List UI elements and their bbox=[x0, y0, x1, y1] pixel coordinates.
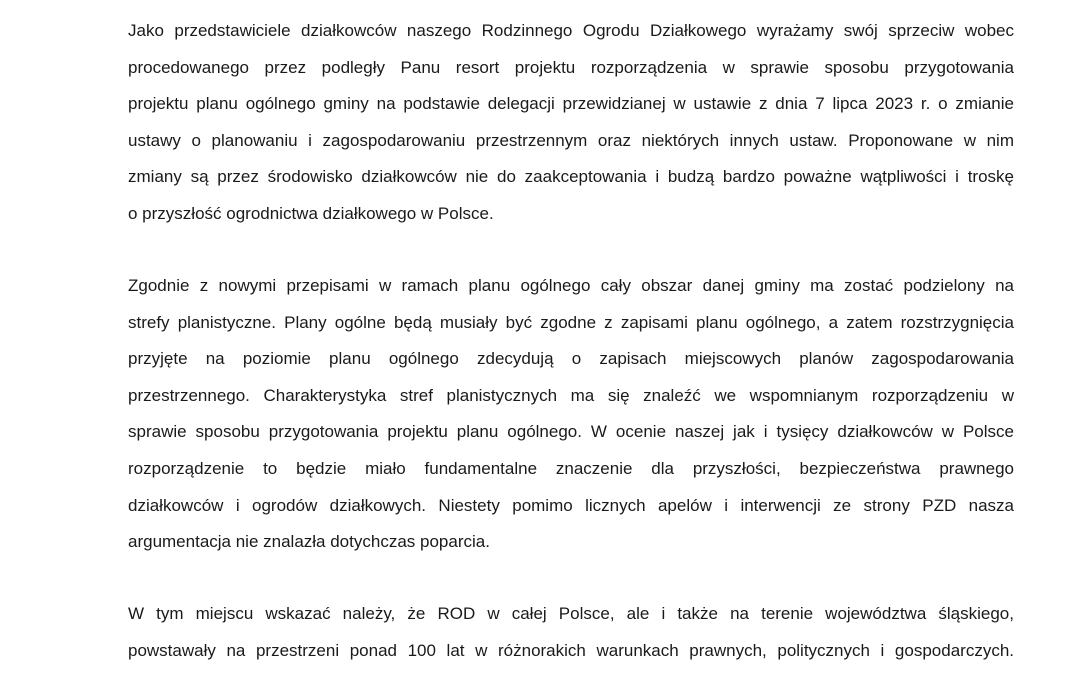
paragraph-2 bbox=[128, 268, 1014, 561]
paragraph-1 bbox=[128, 13, 1014, 233]
paragraph-line: o przyszłość ogrodnictwa działkowego w Polsce. bbox=[128, 203, 494, 223]
paragraph-3 bbox=[128, 596, 1014, 669]
paragraph-line: powstawały na przestrzeni ponad 100 lat w różnorakich warunkach prawnych, politycznych i gospodarczych. bbox=[128, 640, 1014, 660]
paragraph-line: sprawie sposobu przygotowania projektu planu ogólnego. W ocenie naszej jak i tysięcy działkowców w Polsce bbox=[128, 422, 1014, 442]
paragraph-line: działkowców i ogrodów działkowych. Niestety pomimo licznych apelów i interwencji ze strony PZD nasza bbox=[128, 495, 1014, 515]
paragraph-line: rozporządzenie to będzie miało fundamentalne znaczenie dla przyszłości, bezpieczeństwa prawnego bbox=[128, 458, 1014, 478]
paragraph-line: przestrzennego. Charakterystyka stref planistycznych ma się znaleźć we wspomnianym rozporządzeniu w bbox=[128, 385, 1014, 405]
paragraph-line: przyjęte na poziomie planu ogólnego zdecydują o zapisach miejscowych planów zagospodarowania bbox=[128, 349, 1014, 369]
paragraph-line: strefy planistyczne. Plany ogólne będą musiały być zgodne z zapisami planu ogólnego, a zatem rozstrzygnięcia bbox=[128, 312, 1014, 332]
paragraph-line: Zgodnie z nowymi przepisami w ramach planu ogólnego cały obszar danej gminy ma zostać podzielony na bbox=[128, 276, 1014, 295]
paragraph-line: argumentacja nie znalazła dotychczas poparcia. bbox=[128, 532, 490, 552]
paragraph-line: ustawy o planowaniu i zagospodarowaniu przestrzennym oraz niektórych innych ustaw. Proponowane w nim bbox=[128, 130, 1014, 150]
paragraph-line: zmiany są przez środowisko działkowców nie do zaakceptowania i budzą bardzo poważne wątpliwości i troskę bbox=[128, 167, 1014, 187]
paragraph-line: Jako przedstawiciele działkowców naszego Rodzinnego Ogrodu Działkowego wyrażamy swój sprzeciw wobec bbox=[128, 21, 1014, 40]
paragraph-line: projektu planu ogólnego gminy na podstawie delegacji przewidzianej w ustawie z dnia 7 lipca 2023 r. o zmianie bbox=[128, 94, 1014, 114]
paragraph-line: W tym miejscu wskazać należy, że ROD w całej Polsce, ale i także na terenie województwa śląskiego, bbox=[128, 604, 1014, 623]
paragraph-line: procedowanego przez podległy Panu resort projektu rozporządzenia w sprawie sposobu przygotowania bbox=[128, 57, 1014, 77]
